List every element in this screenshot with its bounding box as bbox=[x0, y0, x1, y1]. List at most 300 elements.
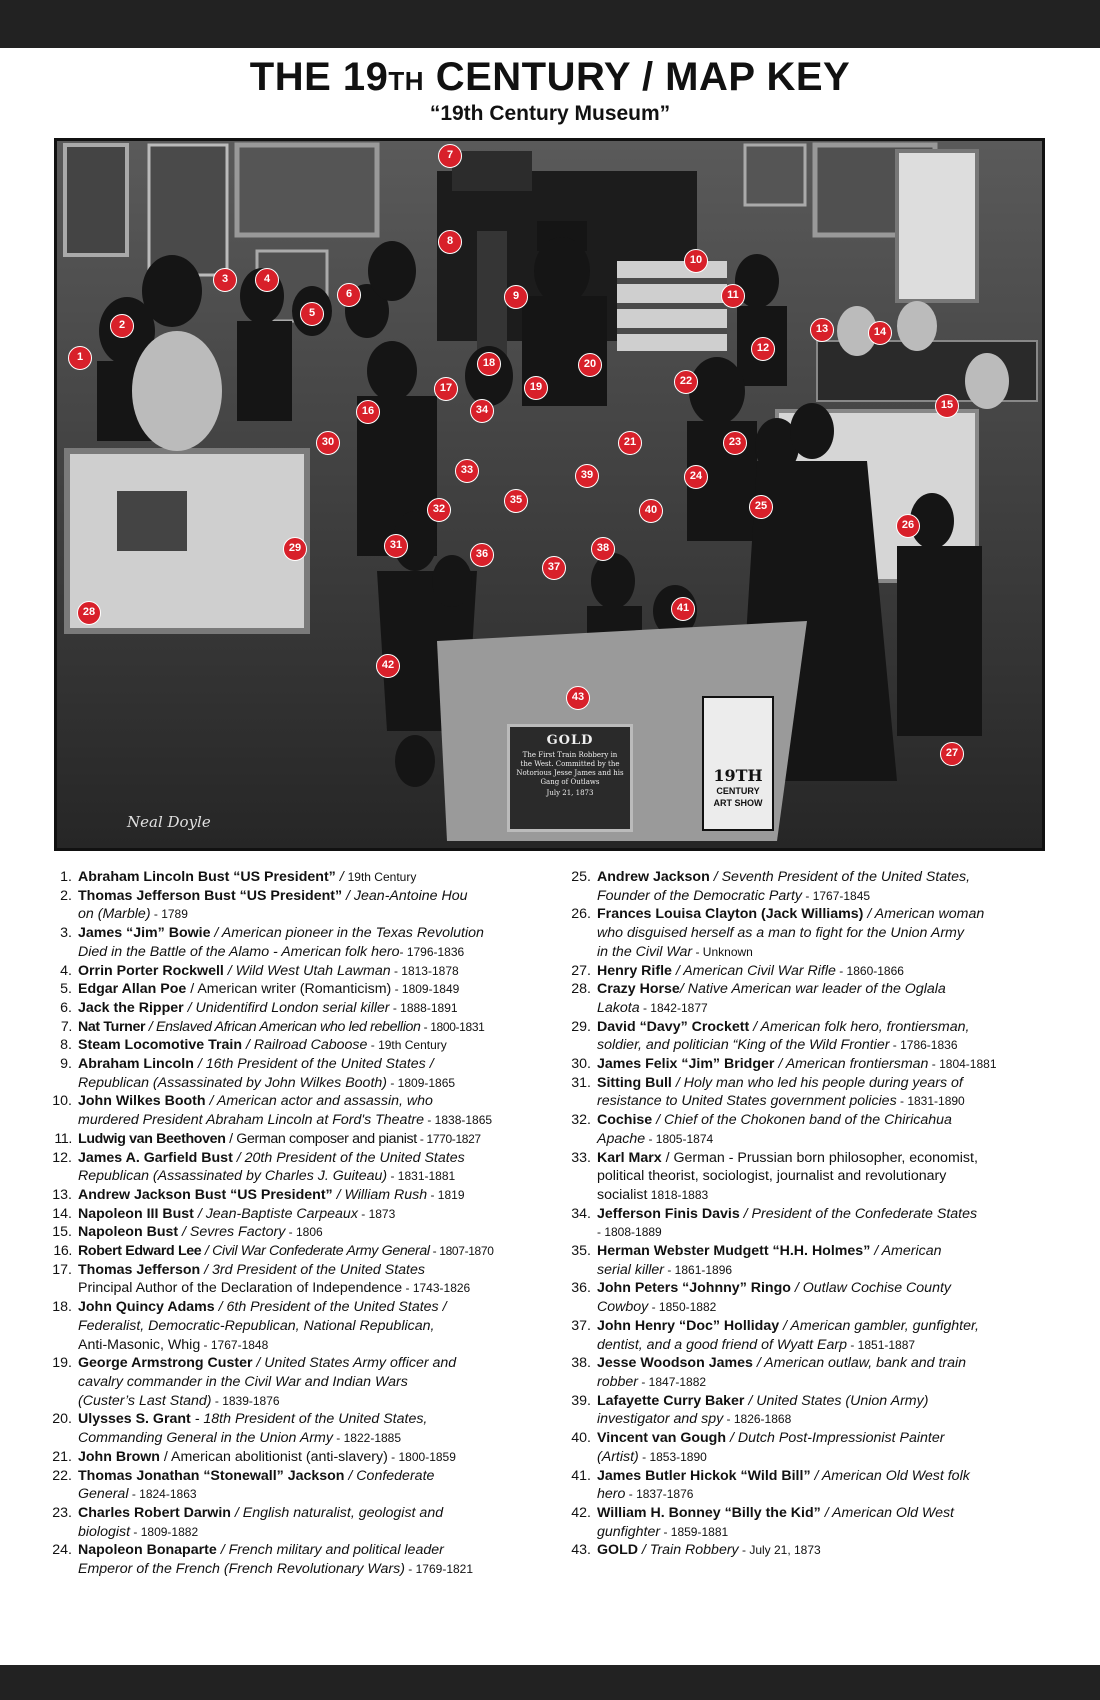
map-marker-27: 27 bbox=[940, 742, 964, 766]
key-entry-name: Jesse Woodson James bbox=[597, 1355, 753, 1372]
key-entry-number: 33. bbox=[571, 1149, 591, 1166]
map-marker-14: 14 bbox=[868, 321, 892, 345]
key-entry bbox=[557, 1111, 1062, 1130]
key-entry-name: George Armstrong Custer bbox=[78, 1355, 253, 1372]
key-entry-name: Vincent van Gough bbox=[597, 1430, 727, 1447]
key-entry-number: 12. bbox=[52, 1149, 72, 1166]
map-marker-16: 16 bbox=[356, 400, 380, 424]
key-entry bbox=[38, 1504, 558, 1523]
key-entry-years: 19th Century bbox=[347, 870, 417, 884]
key-entry-continuation bbox=[38, 1336, 558, 1355]
map-marker-1: 1 bbox=[68, 346, 92, 370]
key-entry-description: / Chief of the Chokonen band of the Chiricahua bbox=[652, 1112, 952, 1129]
key-entry-description: Apache bbox=[597, 1130, 646, 1147]
key-entry-number: 43. bbox=[571, 1542, 591, 1559]
key-entry bbox=[38, 1261, 558, 1280]
map-marker-29: 29 bbox=[283, 537, 307, 561]
key-entry-continuation bbox=[557, 887, 1062, 906]
key-entry-description: Republican (Assassinated by Charles J. Guiteau) bbox=[78, 1168, 388, 1185]
key-entry-description: / William Rush bbox=[332, 1186, 428, 1203]
key-entry bbox=[557, 962, 1062, 981]
key-entry-years: - 1822-1885 bbox=[332, 1431, 402, 1446]
key-entry bbox=[38, 1223, 558, 1242]
key-entry-number: 32. bbox=[571, 1112, 591, 1129]
map-marker-12: 12 bbox=[751, 337, 775, 361]
key-entry-description: Anti-Masonic, Whig bbox=[78, 1336, 201, 1353]
key-entry-continuation bbox=[38, 1392, 558, 1411]
key-entry bbox=[38, 1055, 558, 1074]
key-entry-name: Napoleon Bonaparte bbox=[78, 1542, 217, 1559]
key-entry bbox=[557, 1074, 1062, 1093]
key-entry bbox=[557, 1055, 1062, 1074]
key-entry-years: - 1873 bbox=[357, 1206, 396, 1221]
key-entry-name: Crazy Horse bbox=[597, 981, 680, 998]
key-entry-description: Republican (Assassinated by John Wilkes Booth) bbox=[78, 1074, 388, 1091]
key-entry-number: 26. bbox=[571, 906, 591, 923]
key-entry-description: who disguised herself as a man to fight for the Union Army bbox=[597, 925, 964, 942]
key-entry-name: Cochise bbox=[597, 1112, 653, 1129]
key-entry-number: 4. bbox=[60, 962, 72, 979]
key-entry bbox=[38, 1242, 558, 1261]
key-entry-continuation bbox=[557, 1130, 1062, 1149]
key-entry-name: Charles Robert Darwin bbox=[78, 1504, 231, 1521]
key-entry-name: John Wilkes Booth bbox=[78, 1093, 206, 1110]
key-entry-number: 10. bbox=[52, 1093, 72, 1110]
key-entry-description: / Sevres Factory bbox=[178, 1224, 286, 1241]
key-entry-description: / bbox=[335, 869, 348, 885]
key-entry-years: - 1851-1887 bbox=[847, 1337, 916, 1352]
key-entry-number: 1. bbox=[60, 869, 72, 885]
key-entry-description: / French military and political leader bbox=[216, 1542, 444, 1559]
map-marker-32: 32 bbox=[427, 498, 451, 522]
map-marker-36: 36 bbox=[470, 543, 494, 567]
page-title: THE 19TH CENTURY / MAP KEY bbox=[249, 55, 851, 99]
key-entry-continuation bbox=[557, 1448, 1062, 1467]
key-entry-years: - 1769-1821 bbox=[404, 1562, 474, 1577]
key-entry bbox=[557, 1317, 1062, 1336]
key-entry-name: Lafayette Curry Baker bbox=[597, 1392, 745, 1409]
key-entry-name: Abraham Lincoln bbox=[78, 1056, 194, 1073]
key-entry-description: biologist bbox=[78, 1523, 131, 1540]
key-entry-years: - 1860-1866 bbox=[835, 963, 904, 978]
map-marker-41: 41 bbox=[671, 597, 695, 621]
key-entry-continuation bbox=[38, 1111, 558, 1130]
key-entry-name: Steam Locomotive Train bbox=[78, 1037, 242, 1054]
key-entry bbox=[38, 1541, 558, 1560]
key-entry-name: Herman Webster Mudgett “H.H. Holmes” bbox=[597, 1243, 871, 1260]
key-entry-number: 41. bbox=[571, 1467, 591, 1484]
key-entry-description: / Jean-Antoine Hou bbox=[342, 887, 468, 904]
key-entry-number: 13. bbox=[52, 1186, 72, 1203]
key-entry-name: Ulysses S. Grant bbox=[78, 1411, 191, 1428]
key-entry-number: 14. bbox=[52, 1205, 72, 1222]
key-entry bbox=[557, 1242, 1062, 1261]
key-entry-number: 21. bbox=[52, 1448, 72, 1465]
key-entry-name: John Quincy Adams bbox=[78, 1299, 215, 1316]
bottom-border-bar bbox=[0, 1665, 1100, 1700]
key-entry-continuation bbox=[38, 1074, 558, 1093]
key-entry-continuation bbox=[38, 1485, 558, 1504]
map-marker-19: 19 bbox=[524, 376, 548, 400]
map-marker-7: 7 bbox=[438, 144, 462, 168]
key-entry-name: Abraham Lincoln Bust “US President” bbox=[78, 869, 336, 885]
map-marker-33: 33 bbox=[455, 459, 479, 483]
map-marker-2: 2 bbox=[110, 314, 134, 338]
map-marker-25: 25 bbox=[749, 495, 773, 519]
key-entry-continuation bbox=[38, 1317, 558, 1336]
key-entry-continuation bbox=[557, 943, 1062, 962]
map-marker-31: 31 bbox=[384, 534, 408, 558]
key-entry-continuation bbox=[38, 1523, 558, 1542]
key-entry bbox=[557, 1279, 1062, 1298]
key-entry bbox=[38, 1130, 558, 1149]
title-superscript: TH bbox=[388, 66, 425, 96]
map-marker-5: 5 bbox=[300, 302, 324, 326]
key-entry-description: / American Civil War Rifle bbox=[671, 962, 836, 979]
key-entry-number: 11. bbox=[54, 1130, 72, 1147]
key-entry-name: Robert Edward Lee bbox=[78, 1243, 202, 1260]
key-entry-description: / English naturalist, geologist and bbox=[230, 1504, 444, 1521]
key-entry-years: - 1808-1889 bbox=[597, 1225, 662, 1240]
key-entry-name: James Butler Hickok “Wild Bill” bbox=[597, 1467, 811, 1484]
key-entry-years: - July 21, 1873 bbox=[738, 1543, 821, 1558]
key-entry-years: - 1859-1881 bbox=[660, 1524, 729, 1539]
key-entry-years: - 1770-1827 bbox=[416, 1131, 481, 1146]
key-entry-description: / Native American war leader of the Oglala bbox=[679, 981, 946, 998]
key-entry-number: 22. bbox=[52, 1467, 72, 1484]
key-entry-number: 36. bbox=[571, 1280, 591, 1297]
key-entry bbox=[38, 1149, 558, 1168]
key-entry-number: 16. bbox=[53, 1243, 72, 1260]
map-marker-6: 6 bbox=[337, 283, 361, 307]
key-entry-name: Orrin Porter Rockwell bbox=[78, 962, 224, 979]
map-marker-39: 39 bbox=[575, 464, 599, 488]
key-entry bbox=[557, 1354, 1062, 1373]
map-marker-43: 43 bbox=[566, 686, 590, 710]
key-entry-description: / Seventh President of the United States, bbox=[709, 869, 971, 885]
key-entry-continuation bbox=[557, 1036, 1062, 1055]
map-marker-42: 42 bbox=[376, 654, 400, 678]
key-entry bbox=[557, 868, 1062, 887]
key-entry-description: / American actor and assassin, who bbox=[205, 1093, 433, 1110]
key-entry-years: - 1789 bbox=[150, 907, 188, 922]
key-entry-continuation bbox=[557, 1298, 1062, 1317]
key-entry bbox=[38, 1036, 558, 1055]
key-entry-description: hero bbox=[597, 1486, 626, 1503]
key-entry-continuation bbox=[38, 1560, 558, 1579]
key-entry bbox=[557, 1429, 1062, 1448]
map-marker-24: 24 bbox=[684, 465, 708, 489]
key-entry-years: - 1743-1826 bbox=[402, 1281, 471, 1296]
map-marker-3: 3 bbox=[213, 268, 237, 292]
key-entry-years: - 19th Century bbox=[367, 1038, 447, 1053]
key-entry-name: Karl Marx bbox=[597, 1149, 662, 1166]
key-entry-continuation bbox=[557, 1336, 1062, 1355]
key-entry-number: 8. bbox=[60, 1037, 72, 1054]
key-entry-description: / 16th President of the United States / bbox=[193, 1056, 434, 1073]
key-entry-number: 30. bbox=[571, 1056, 591, 1073]
key-entry-name: David “Davy” Crockett bbox=[597, 1018, 750, 1035]
key-entry-continuation bbox=[557, 1485, 1062, 1504]
key-entry-years: - 1786-1836 bbox=[889, 1038, 958, 1053]
key-entry-description: serial killer bbox=[597, 1261, 665, 1278]
key-entry-continuation bbox=[38, 1373, 558, 1392]
key-entry-years: - 1809-1882 bbox=[130, 1524, 199, 1539]
key-entry-continuation bbox=[557, 1523, 1062, 1542]
key-entry-continuation bbox=[557, 924, 1062, 943]
key-entry-number: 42. bbox=[571, 1504, 591, 1521]
key-entry-description: dentist, and a good friend of Wyatt Earp bbox=[597, 1336, 848, 1353]
key-entry-description: / Railroad Caboose bbox=[242, 1037, 368, 1054]
art-show-poster bbox=[702, 696, 774, 831]
key-entry-description: / American writer (Romanticism) bbox=[186, 981, 392, 998]
key-entry-years: - 1796-1836 bbox=[399, 944, 465, 959]
key-entry-description: / 6th President of the United States / bbox=[214, 1299, 447, 1316]
key-entry-number: 5. bbox=[60, 981, 72, 998]
key-entry-number: 24. bbox=[52, 1542, 72, 1559]
key-entry-description: robber bbox=[597, 1373, 639, 1390]
key-entry-number: 40. bbox=[571, 1430, 591, 1447]
key-entry-years: - 1813-1878 bbox=[390, 963, 459, 978]
gold-plaque-title: GOLD bbox=[546, 733, 594, 748]
key-entry-name: John Henry “Doc” Holliday bbox=[597, 1317, 780, 1334]
map-marker-17: 17 bbox=[434, 377, 458, 401]
key-entry-description: / American Old West bbox=[820, 1504, 954, 1521]
map-marker-37: 37 bbox=[542, 556, 566, 580]
key-entry-number: 38. bbox=[571, 1355, 591, 1372]
key-entry-name: James “Jim” Bowie bbox=[78, 925, 211, 942]
top-border-bar bbox=[0, 0, 1100, 48]
key-entry-description: / Wild West Utah Lawman bbox=[223, 962, 391, 979]
key-entry-description: Federalist, Democratic-Republican, National Republican, bbox=[78, 1317, 435, 1334]
key-entry-continuation bbox=[38, 943, 558, 962]
key-entry-description: in the Civil War bbox=[597, 943, 693, 960]
key-entry-description: Founder of the Democratic Party bbox=[597, 887, 803, 904]
key-entry-years: - 1839-1876 bbox=[211, 1393, 280, 1408]
map-marker-8: 8 bbox=[438, 230, 462, 254]
key-entry-years: - 1888-1891 bbox=[389, 1000, 458, 1015]
key-entry-number: 25. bbox=[571, 869, 591, 885]
key-entry-description: / United States Army officer and bbox=[252, 1355, 457, 1372]
key-entry-years: 1818-1883 bbox=[647, 1187, 709, 1202]
key-entry-number: 31. bbox=[571, 1074, 591, 1091]
key-entry-description: / Jean-Baptiste Carpeaux bbox=[193, 1205, 358, 1222]
key-entry-description: / 3rd President of the United States bbox=[200, 1261, 425, 1278]
key-entry bbox=[557, 1467, 1062, 1486]
key-entry-name: Jack the Ripper bbox=[78, 999, 184, 1016]
key-entry-years: - 1824-1863 bbox=[128, 1487, 197, 1502]
key-entry-description: on (Marble) bbox=[78, 906, 151, 923]
map-marker-38: 38 bbox=[591, 537, 615, 561]
key-entry-years: - 1806 bbox=[285, 1225, 323, 1240]
map-marker-21: 21 bbox=[618, 431, 642, 455]
key-entry-years: - 1800-1859 bbox=[387, 1449, 456, 1464]
map-key-left-column bbox=[38, 868, 558, 1579]
key-entry-number: 20. bbox=[52, 1411, 72, 1428]
poster-big-text: 19TH bbox=[713, 766, 763, 785]
key-entry-description: socialist bbox=[597, 1186, 648, 1203]
key-entry-continuation bbox=[557, 1092, 1062, 1111]
key-entry-continuation bbox=[557, 1223, 1062, 1242]
museum-collage-artwork bbox=[54, 138, 1045, 851]
key-entry-number: 7. bbox=[60, 1018, 72, 1035]
key-entry-continuation bbox=[38, 1429, 558, 1448]
map-marker-26: 26 bbox=[896, 514, 920, 538]
key-entry-number: 18. bbox=[52, 1299, 72, 1316]
key-entry bbox=[557, 1149, 1062, 1168]
key-entry-description: / Train Robbery bbox=[637, 1542, 739, 1559]
key-entry-description: Cowboy bbox=[597, 1299, 649, 1316]
key-entry-name: Napoleon III Bust bbox=[78, 1205, 194, 1222]
key-entry-description: Commanding General in the Union Army bbox=[78, 1430, 333, 1447]
key-entry bbox=[557, 1205, 1062, 1224]
map-marker-4: 4 bbox=[255, 268, 279, 292]
map-marker-23: 23 bbox=[723, 431, 747, 455]
key-entry-name: James Felix “Jim” Bridger bbox=[597, 1056, 775, 1073]
key-entry-description: / Outlaw Cochise County bbox=[790, 1280, 951, 1297]
key-entry bbox=[38, 1186, 558, 1205]
key-entry-years: - 1837-1876 bbox=[625, 1487, 694, 1502]
key-entry-name: Andrew Jackson bbox=[597, 869, 710, 885]
key-entry-description: / German - Prussian born philosopher, economist, bbox=[661, 1149, 978, 1166]
key-entry bbox=[38, 924, 558, 943]
key-entry-number: 15. bbox=[52, 1224, 72, 1241]
key-entry-name: Thomas Jefferson Bust “US President” bbox=[78, 887, 343, 904]
key-entry-years: - 1842-1877 bbox=[639, 1000, 708, 1015]
key-entry-years: - Unknown bbox=[692, 944, 753, 959]
map-marker-11: 11 bbox=[721, 284, 745, 308]
key-entry-number: 29. bbox=[571, 1018, 591, 1035]
key-entry-description: / Holy man who led his people during years of bbox=[671, 1074, 963, 1091]
key-entry bbox=[38, 1354, 558, 1373]
key-entry bbox=[557, 1504, 1062, 1523]
key-entry-description: / American folk hero, frontiersman, bbox=[749, 1018, 970, 1035]
key-entry-years: - 1807-1870 bbox=[429, 1244, 494, 1259]
key-entry-description: soldier, and politician “King of the Wild Frontier bbox=[597, 1037, 890, 1054]
key-entry-description: / American woman bbox=[863, 906, 985, 923]
key-entry-years: - 1809-1849 bbox=[391, 982, 460, 997]
key-entry-description: / Enslaved African American who led rebellion bbox=[145, 1018, 421, 1035]
gold-plaque-date: July 21, 1873 bbox=[546, 789, 594, 797]
map-marker-30: 30 bbox=[316, 431, 340, 455]
key-entry-description: resistance to United States government policies bbox=[597, 1093, 897, 1110]
key-entry-description: murdered President Abraham Lincoln at Ford's Theatre bbox=[78, 1112, 425, 1129]
key-entry bbox=[38, 868, 558, 887]
key-entry-continuation bbox=[38, 1279, 558, 1298]
key-entry-description: / Confederate bbox=[344, 1467, 435, 1484]
key-entry bbox=[38, 962, 558, 981]
key-entry-years: - 1861-1896 bbox=[664, 1262, 733, 1277]
key-entry-years: - 1850-1882 bbox=[648, 1300, 717, 1315]
key-entry-years: - 1805-1874 bbox=[645, 1131, 714, 1146]
key-entry-description: / United States (Union Army) bbox=[744, 1392, 929, 1409]
key-entry-name: James A. Garfield Bust bbox=[78, 1149, 233, 1166]
gold-plaque bbox=[507, 724, 633, 832]
key-entry-name: Andrew Jackson Bust “US President” bbox=[78, 1186, 333, 1203]
map-marker-15: 15 bbox=[935, 394, 959, 418]
key-entry-description: / 20th President of the United States bbox=[232, 1149, 465, 1166]
key-entry-name: Nat Turner bbox=[78, 1018, 146, 1035]
gold-plaque-text: The First Train Robbery in the West. Committed by the Notorious Jesse James and his Gang of Outlaws bbox=[516, 751, 624, 786]
key-entry-continuation bbox=[557, 1186, 1062, 1205]
key-entry-number: 28. bbox=[571, 981, 591, 998]
key-entry-description: / American outlaw, bank and train bbox=[752, 1355, 967, 1372]
key-entry bbox=[38, 1448, 558, 1467]
key-entry-years: - 1767-1848 bbox=[200, 1337, 269, 1352]
key-entry-years: - 1804-1881 bbox=[928, 1057, 997, 1072]
key-entry-description: investigator and spy bbox=[597, 1411, 724, 1428]
key-entry-years: - 1831-1881 bbox=[387, 1169, 456, 1184]
map-marker-40: 40 bbox=[639, 499, 663, 523]
key-entry bbox=[557, 1392, 1062, 1411]
key-entry-number: 6. bbox=[60, 999, 72, 1016]
key-entry-continuation bbox=[557, 1167, 1062, 1186]
key-entry-number: 35. bbox=[571, 1243, 591, 1260]
key-entry bbox=[557, 905, 1062, 924]
key-entry-description: / American Old West folk bbox=[810, 1467, 970, 1484]
key-entry-name: Edgar Allan Poe bbox=[78, 981, 187, 998]
key-entry-description: political theorist, sociologist, journalist and revolutionary bbox=[597, 1168, 947, 1185]
key-entry-name: Henry Rifle bbox=[597, 962, 672, 979]
map-marker-10: 10 bbox=[684, 249, 708, 273]
key-entry bbox=[38, 1467, 558, 1486]
key-entry-number: 37. bbox=[571, 1317, 591, 1334]
map-marker-35: 35 bbox=[504, 489, 528, 513]
key-entry-years: - 1831-1890 bbox=[896, 1094, 965, 1109]
key-entry-name: GOLD bbox=[597, 1542, 638, 1559]
map-marker-9: 9 bbox=[504, 285, 528, 309]
key-entry-description: / American pioneer in the Texas Revolution bbox=[210, 925, 484, 942]
key-entry-description: / American frontiersman bbox=[774, 1056, 929, 1073]
key-entry-description: cavalry commander in the Civil War and Indian Wars bbox=[78, 1373, 408, 1390]
key-entry bbox=[38, 887, 558, 906]
key-entry-number: 2. bbox=[60, 887, 72, 904]
map-marker-18: 18 bbox=[477, 352, 501, 376]
key-entry-number: 9. bbox=[60, 1056, 72, 1073]
key-entry bbox=[557, 1541, 1062, 1560]
key-entry-name: John Peters “Johnny” Ringo bbox=[597, 1280, 791, 1297]
key-entry bbox=[38, 1018, 558, 1037]
key-entry-continuation bbox=[557, 999, 1062, 1018]
key-entry-description: gunfighter bbox=[597, 1523, 661, 1540]
key-entry-name: John Brown bbox=[78, 1448, 160, 1465]
key-entry-description: (Artist) bbox=[597, 1448, 639, 1465]
key-entry-number: 23. bbox=[52, 1504, 72, 1521]
key-entry-years: - 1767-1845 bbox=[802, 888, 871, 903]
key-entry-number: 39. bbox=[571, 1392, 591, 1409]
key-entry bbox=[557, 980, 1062, 999]
key-entry-description: / American gambler, gunfighter, bbox=[779, 1317, 979, 1334]
key-entry-number: 19. bbox=[52, 1355, 72, 1372]
map-marker-34: 34 bbox=[470, 399, 494, 423]
key-entry-description: Emperor of the French (French Revolutionary Wars) bbox=[78, 1561, 405, 1578]
key-entry-continuation bbox=[557, 1373, 1062, 1392]
key-entry-continuation bbox=[38, 1167, 558, 1186]
map-marker-20: 20 bbox=[578, 353, 602, 377]
key-entry-name: Ludwig van Beethoven bbox=[78, 1130, 226, 1147]
key-entry-name: Thomas Jefferson bbox=[78, 1261, 201, 1278]
map-key-right-column bbox=[557, 868, 1062, 1560]
key-entry-description: - 18th President of the United States, bbox=[190, 1411, 428, 1428]
key-entry-years: - 1838-1865 bbox=[424, 1113, 493, 1128]
map-marker-13: 13 bbox=[810, 318, 834, 342]
key-entry-description: / Civil War Confederate Army General bbox=[201, 1243, 430, 1260]
key-entry bbox=[38, 1410, 558, 1429]
artist-signature: Neal Doyle bbox=[127, 813, 211, 831]
key-entry bbox=[38, 1298, 558, 1317]
key-entry-description: / Unidentifird London serial killer bbox=[183, 999, 390, 1016]
key-entry-years: - 1809-1865 bbox=[387, 1075, 456, 1090]
